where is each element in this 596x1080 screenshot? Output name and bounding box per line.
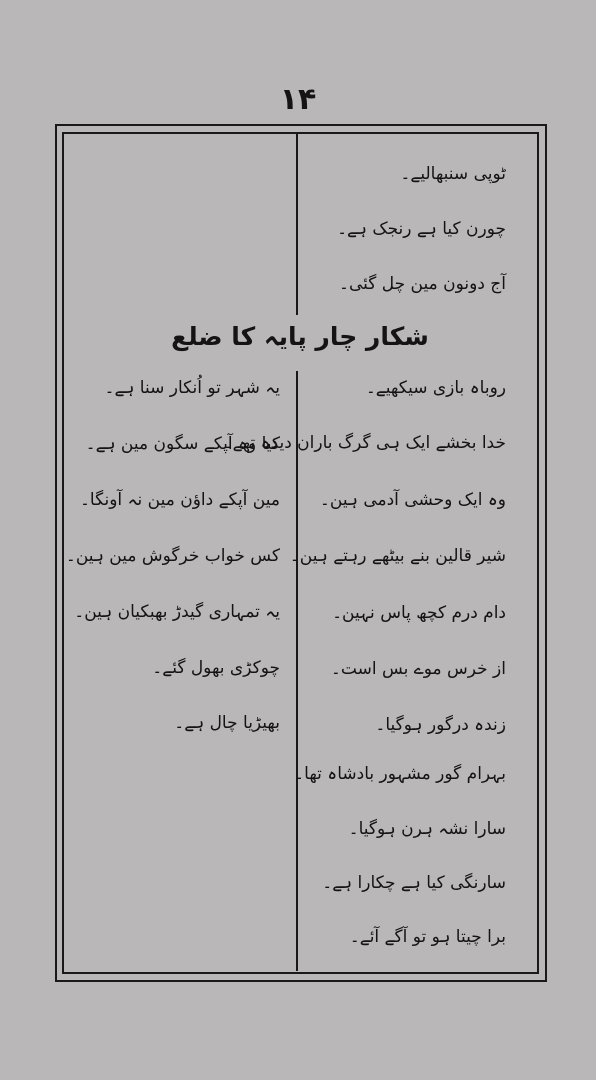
- text-line: از خرس موے بس است۔: [330, 659, 506, 679]
- text-line: چوکڑی بھول گئے۔: [152, 658, 280, 678]
- text-line: چورن کیا ہے رنجک ہے۔: [337, 219, 506, 239]
- text-line: یہ تمہاری گیدڑ بھبکیان ہین۔: [74, 602, 280, 622]
- text-line: بہرام گور مشہور بادشاہ تھا۔: [294, 764, 506, 784]
- text-line: خدا بخشے ایک ہی گرگ باران دیدہ تھے۔: [222, 433, 506, 453]
- text-line: روباہ بازی سیکھیے۔: [365, 378, 506, 398]
- text-line: بھیڑیا چال ہے۔: [174, 713, 280, 733]
- text-line: دام درم کچھ پاس نہین۔: [332, 603, 506, 623]
- text-line: وہ ایک وحشی آدمی ہین۔: [319, 490, 506, 510]
- text-line: یہ شہر تو اُنکار سنا ہے۔: [104, 378, 280, 398]
- text-line: ٹوپی سنبھالیے۔: [400, 164, 506, 184]
- column-divider: [296, 132, 298, 315]
- text-line: کس خواب خرگوش مین ہین۔: [65, 546, 280, 566]
- text-line: مین آپکے داؤن مین نہ آونگا۔: [79, 490, 280, 510]
- text-line: زندہ درگور ہوگیا۔: [375, 715, 506, 735]
- text-line: کیا وہ آپکے سگون مین ہے۔: [85, 434, 280, 454]
- text-line: شیر قالین بنے بیٹھے رہتے ہین۔: [289, 546, 506, 566]
- section-heading: شکار چار پایہ کا ضلع: [171, 322, 429, 351]
- text-line: سارا نشہ ہرن ہوگیا۔: [348, 819, 506, 839]
- text-line: برا چیتا ہو تو آگے آئے۔: [349, 927, 506, 947]
- column-divider: [296, 371, 298, 971]
- text-line: سارنگی کیا ہے چکارا ہے۔: [322, 873, 506, 893]
- text-line: آج دونون مین چل گئی۔: [338, 274, 506, 294]
- page-number: ۱۴: [279, 82, 317, 117]
